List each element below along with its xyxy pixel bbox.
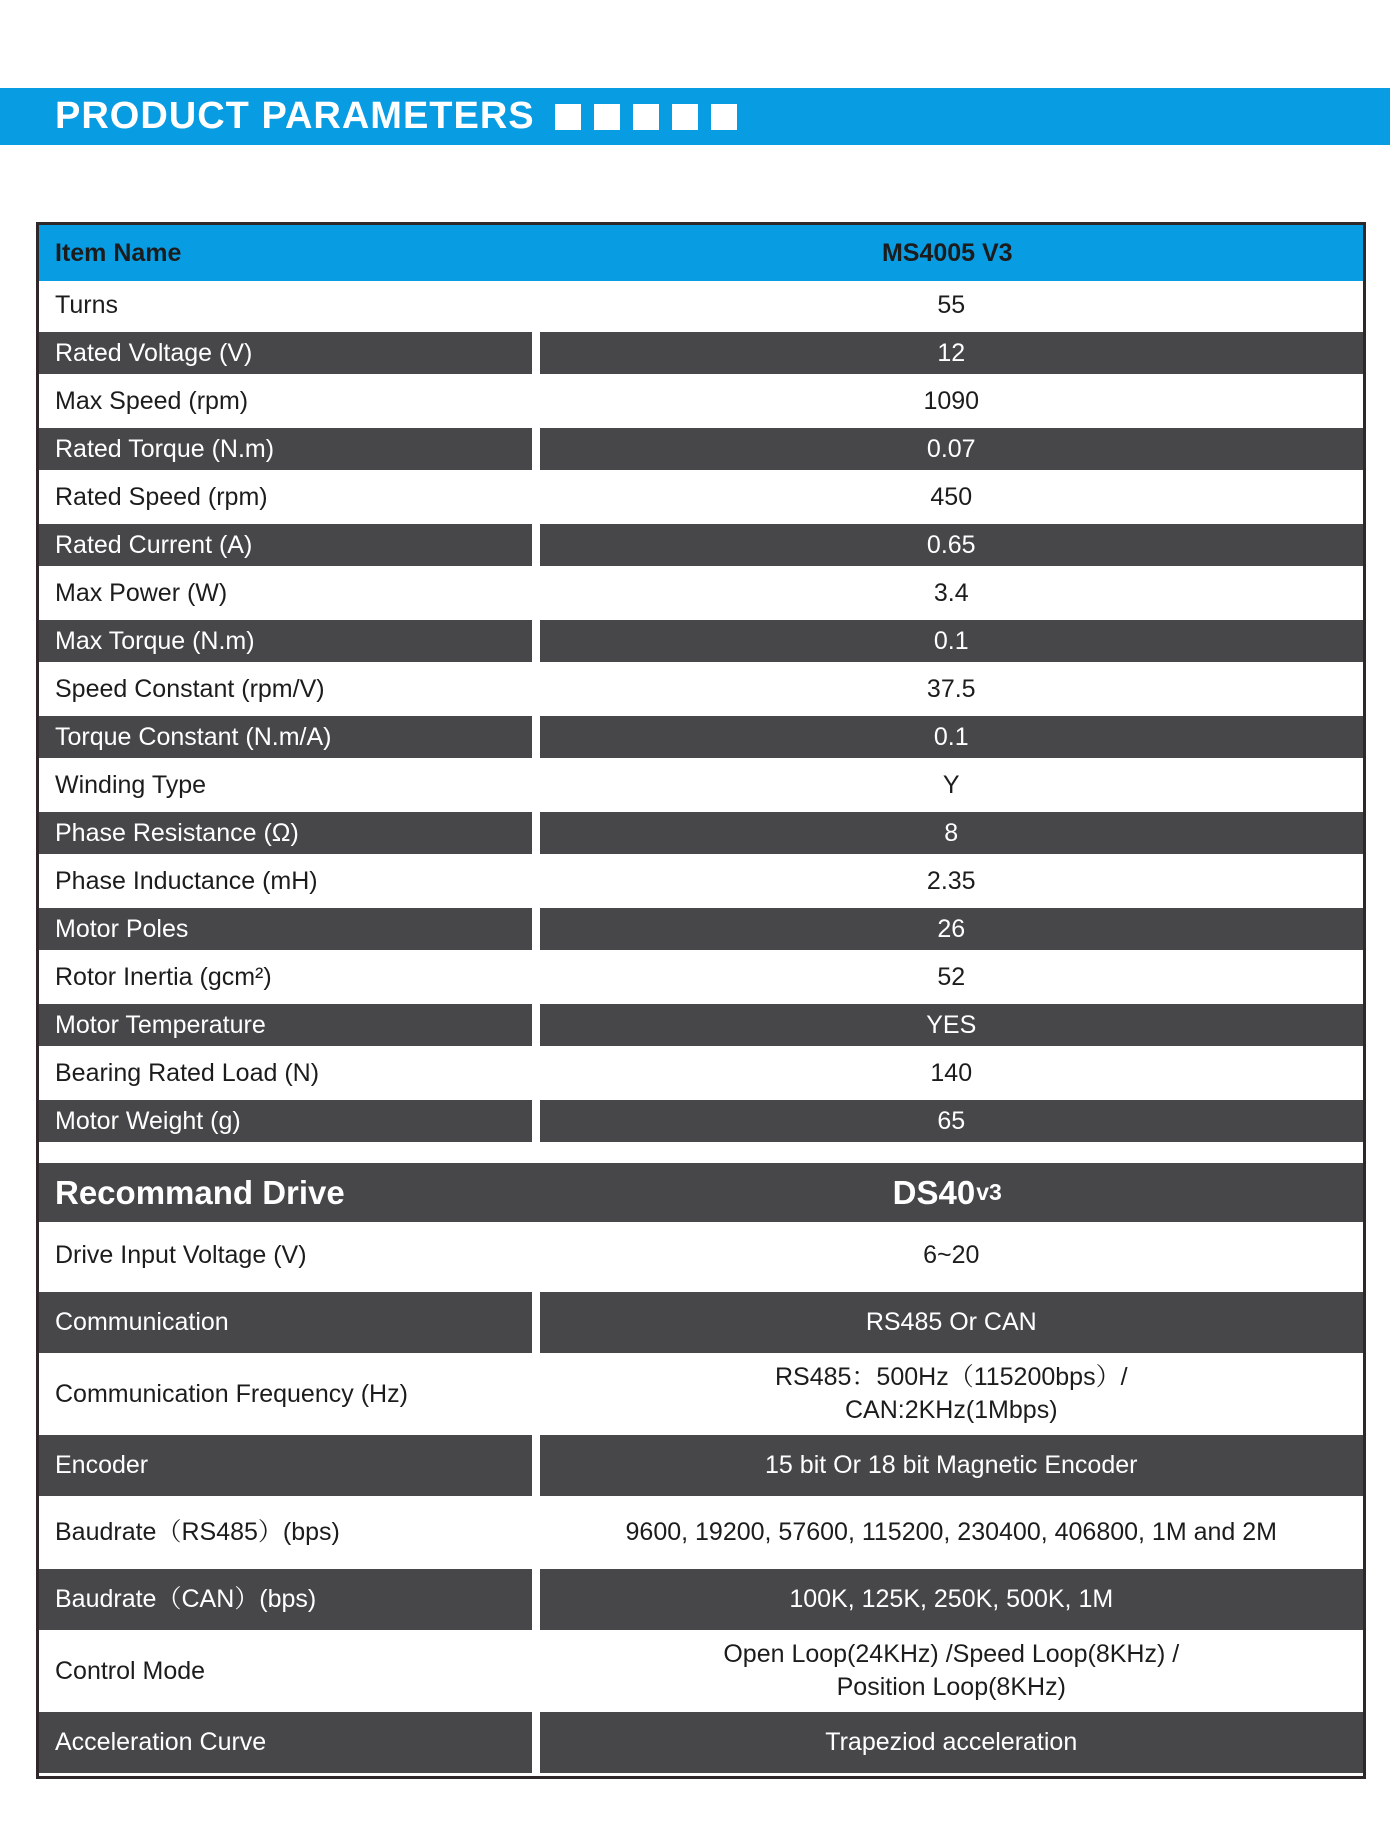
table-row xyxy=(39,1566,1363,1633)
table-row xyxy=(39,569,1363,617)
row-value: 15 bit Or 18 bit Magnetic Encoder xyxy=(540,1435,1363,1496)
row-label: Motor Poles xyxy=(39,908,532,950)
row-value: 12 xyxy=(540,332,1363,374)
row-value: 37.5 xyxy=(926,674,976,703)
row-value: 0.1 xyxy=(540,620,1363,662)
row-value: 9600, 19200, 57600, 115200, 230400, 406800, 1M and 2M xyxy=(625,1518,1277,1546)
row-label: Speed Constant (rpm/V) xyxy=(55,674,325,703)
row-label: Torque Constant (N.m/A) xyxy=(39,716,532,758)
table-row xyxy=(39,1222,1363,1289)
row-value: Y xyxy=(942,770,960,799)
row-value: 8 xyxy=(540,812,1363,854)
row-label: Max Power (W) xyxy=(55,578,228,607)
row-label: Motor Temperature xyxy=(39,1004,532,1046)
row-label: Drive Input Voltage (V) xyxy=(55,1241,307,1269)
row-value: 0.07 xyxy=(540,428,1363,470)
motor-spec-rows xyxy=(39,281,1363,1145)
row-value: 6~20 xyxy=(923,1241,980,1269)
square-icon xyxy=(594,104,620,130)
table-row xyxy=(39,953,1363,1001)
table-row xyxy=(39,1289,1363,1356)
row-value: Trapeziod acceleration xyxy=(540,1712,1363,1773)
banner-title: PRODUCT PARAMETERS xyxy=(55,95,535,137)
row-label: Bearing Rated Load (N) xyxy=(55,1058,320,1087)
table-header-row xyxy=(39,225,1363,281)
table-row xyxy=(39,521,1363,569)
item-name-header: Item Name xyxy=(55,238,182,267)
table-row xyxy=(39,1432,1363,1499)
table-row xyxy=(39,761,1363,809)
row-label: Rated Torque (N.m) xyxy=(39,428,532,470)
square-icon xyxy=(672,104,698,130)
row-label: Turns xyxy=(55,290,118,319)
row-value: 450 xyxy=(930,482,973,511)
drive-model-main: DS40 xyxy=(892,1173,976,1211)
row-value: 0.65 xyxy=(540,524,1363,566)
row-label: Winding Type xyxy=(55,770,207,799)
square-icon xyxy=(555,104,581,130)
row-label: Phase Resistance (Ω) xyxy=(39,812,532,854)
row-value: RS485 Or CAN xyxy=(540,1292,1363,1353)
drive-header-row xyxy=(39,1163,1363,1222)
row-label: Acceleration Curve xyxy=(39,1712,532,1773)
section-banner xyxy=(0,88,1390,145)
row-label: Max Speed (rpm) xyxy=(55,386,249,415)
row-label: Motor Weight (g) xyxy=(39,1100,532,1142)
table-row xyxy=(39,617,1363,665)
table-row xyxy=(39,1049,1363,1097)
square-icon xyxy=(633,104,659,130)
table-row xyxy=(39,377,1363,425)
table-row xyxy=(39,1356,1363,1432)
table-row xyxy=(39,1097,1363,1145)
table-row xyxy=(39,809,1363,857)
row-label: Max Torque (N.m) xyxy=(39,620,532,662)
drive-header-label: Recommand Drive xyxy=(55,1173,345,1211)
square-icon xyxy=(711,104,737,130)
row-value: 2.35 xyxy=(926,866,976,895)
row-label: Rated Current (A) xyxy=(39,524,532,566)
row-value: 100K, 125K, 250K, 500K, 1M xyxy=(540,1569,1363,1630)
row-value: 0.1 xyxy=(540,716,1363,758)
table-row xyxy=(39,1001,1363,1049)
row-label: Rated Voltage (V) xyxy=(39,332,532,374)
table-row xyxy=(39,473,1363,521)
table-row xyxy=(39,905,1363,953)
row-label: Baudrate（CAN）(bps) xyxy=(39,1569,532,1630)
row-label: Communication Frequency (Hz) xyxy=(55,1379,408,1408)
table-row xyxy=(39,713,1363,761)
table-row xyxy=(39,1709,1363,1776)
table-row xyxy=(39,425,1363,473)
row-value: 3.4 xyxy=(933,578,969,607)
row-label: Control Mode xyxy=(55,1656,206,1685)
row-value: 140 xyxy=(930,1058,973,1087)
row-value: 52 xyxy=(937,962,966,991)
table-row xyxy=(39,329,1363,377)
table-row xyxy=(39,1499,1363,1566)
row-label: Baudrate（RS485）(bps) xyxy=(55,1518,340,1546)
row-label: Encoder xyxy=(39,1435,532,1496)
model-name-header: MS4005 V3 xyxy=(881,238,1013,267)
drive-model-sub: v3 xyxy=(976,1179,1002,1206)
row-value: 26 xyxy=(540,908,1363,950)
row-value: RS485：500Hz（115200bps）/ CAN:2KHz(1Mbps) xyxy=(774,1363,1128,1424)
table-row xyxy=(39,1633,1363,1709)
product-parameters-table xyxy=(36,222,1366,1779)
banner-squares xyxy=(555,104,737,130)
table-row xyxy=(39,665,1363,713)
row-label: Communication xyxy=(39,1292,532,1353)
row-label: Rated Speed (rpm) xyxy=(55,482,268,511)
table-row xyxy=(39,281,1363,329)
row-value: 1090 xyxy=(923,386,980,415)
table-row xyxy=(39,857,1363,905)
row-label: Phase Inductance (mH) xyxy=(55,866,318,895)
row-value: Open Loop(24KHz) /Speed Loop(8KHz) / Position Loop(8KHz) xyxy=(723,1640,1180,1701)
row-value: 65 xyxy=(540,1100,1363,1142)
row-value: 55 xyxy=(937,290,966,319)
drive-spec-rows xyxy=(39,1222,1363,1776)
row-label: Rotor Inertia (gcm²) xyxy=(55,962,272,991)
row-value: YES xyxy=(540,1004,1363,1046)
drive-model xyxy=(532,1163,1363,1222)
